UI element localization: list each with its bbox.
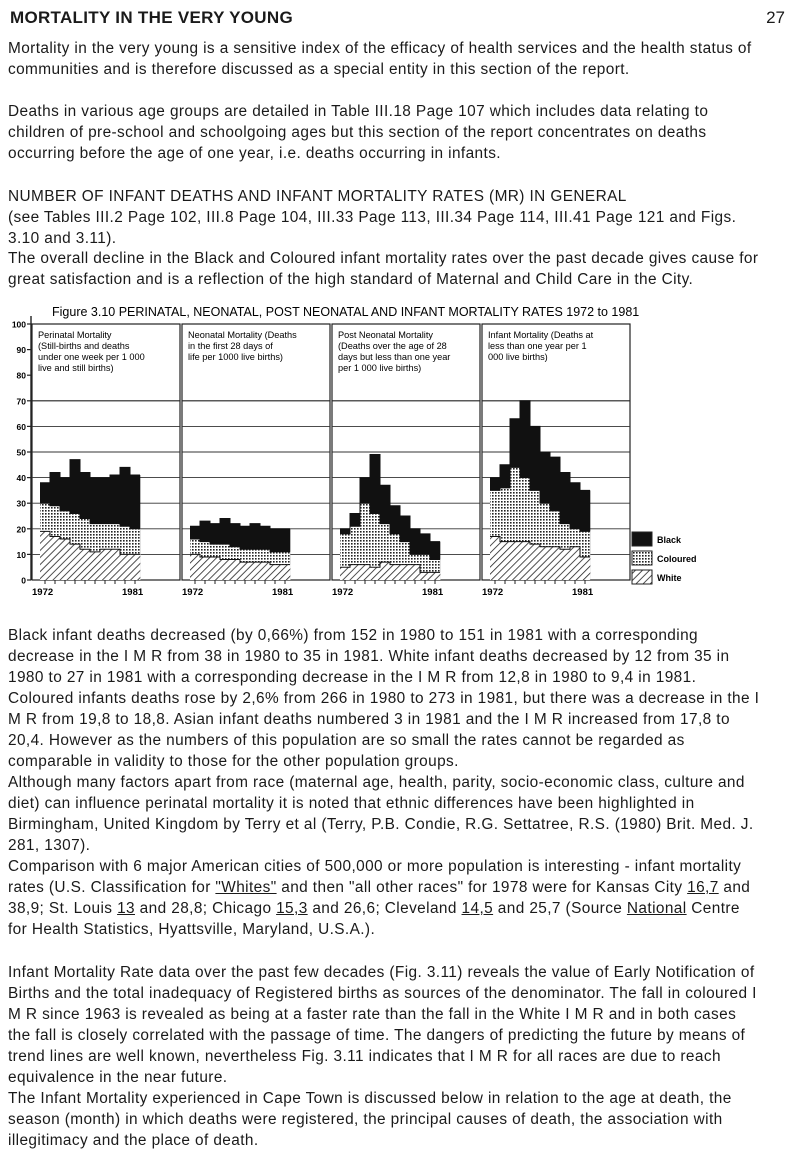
bar-white <box>550 547 560 580</box>
bar-white <box>530 544 540 580</box>
bar-white <box>570 547 580 580</box>
bar-white <box>410 565 420 580</box>
panel-label-line: days but less than one year <box>338 352 451 362</box>
legend-label-black: Black <box>657 535 682 545</box>
paragraph-age-groups: Deaths in various age groups are detailed in Table III.18 Page 107 which includes data relating to children of pre-school and schoolgoing ages but this section of the report concentrates on deaths occurring before the age of one year, i.e. deaths occurring in infants. <box>8 103 709 162</box>
y-tick-label: 90 <box>16 345 26 356</box>
paragraph-imr-trends: Infant Mortality Rate data over the past few decades (Fig. 3.11) reveals the value of Early Notification of Births and the total inadequacy of Registered births as sources of the denominator. The fall in coloured I M R since 1963 is revealed as being at a faster rate than the fall in the White I M R and in both cases the fall is closely correlated with the passage of time. The dangers of predicting the future by means of trend lines are well known, nevertheless Fig. 3.11 indicates that I M R for all races are due to reach equivalence in the near future. <box>8 964 757 1086</box>
bar-white <box>280 565 290 580</box>
legend-label-white: White <box>657 573 682 583</box>
y-tick-label: 100 <box>11 319 26 330</box>
bar-white <box>80 549 90 580</box>
y-tick-label: 70 <box>16 396 26 407</box>
x-tick-label: 1972 <box>182 587 204 598</box>
bar-white <box>400 565 410 580</box>
text-segment: and 26,6; Cleveland <box>307 900 462 917</box>
x-tick-label: 1972 <box>332 587 354 598</box>
mortality-chart <box>0 300 800 620</box>
bar-white <box>420 572 430 580</box>
panel-label-line: less than one year per 1 <box>488 341 587 351</box>
x-tick-label: 1972 <box>32 587 54 598</box>
paragraph-cape-town-discussion: The Infant Mortality experienced in Cape Town is discussed below in relation to the age at death, the season (month) in which deaths were registered, the principal causes of death, the association with illegitimacy and the place of death. <box>8 1090 732 1149</box>
paragraph-ethnic-differences: Although many factors apart from race (maternal age, health, parity, socio-economic class, culture and diet) can influence perinatal mortality it is noted that ethnic differences have been highlighted in Birmingham, United Kingdom by Terry et al (Terry, P.B. Condie, R.G. Settatree, R.S. (1980) Brit. Med. J. 281, 1307). <box>8 774 754 854</box>
x-tick-label: 1981 <box>122 587 144 598</box>
legend-swatch-coloured <box>632 551 652 565</box>
bar-white <box>270 565 280 580</box>
bar-white <box>370 567 380 580</box>
bar-white <box>230 560 240 580</box>
text-segment: and then "all other races" for 1978 were for Kansas City <box>276 879 688 896</box>
bar-white <box>120 554 130 580</box>
text-segment: and 28,8; Chicago <box>135 900 277 917</box>
x-tick-label: 1981 <box>572 587 594 598</box>
y-tick-label: 50 <box>16 447 26 458</box>
figure-3-10 <box>0 300 800 620</box>
bar-white <box>510 542 520 580</box>
cleveland-white-rate: 14,5 <box>461 900 494 917</box>
paragraph-intro: Mortality in the very young is a sensitive index of the efficacy of health services and the health status of communities and is therefore discussed as a special entity in this section of the report. <box>8 40 752 78</box>
x-tick-label: 1972 <box>482 587 504 598</box>
bar-white <box>490 536 500 580</box>
subsection-heading-block <box>8 186 760 249</box>
subsection-references: (see Tables III.2 Page 102, III.8 Page 104, III.33 Page 113, III.34 Page 114, III.41 Page 121 and Figs. 3.10 and 3.11). <box>8 209 737 247</box>
panel-label-line: 000 live births) <box>488 352 548 362</box>
text-segment: Centre for Health Statistics, Hyattsville, Maryland, U.S.A.). <box>8 900 740 938</box>
y-tick-label: 30 <box>16 498 26 509</box>
y-tick-label: 0 <box>21 575 26 586</box>
bar-white <box>380 562 390 580</box>
bar-white <box>240 562 250 580</box>
bar-white <box>110 549 120 580</box>
bar-white <box>340 567 350 580</box>
whites-label: "Whites" <box>215 879 277 896</box>
panel-label-line: Post Neonatal Mortality <box>338 330 433 340</box>
panel-label-line: (Still-births and deaths <box>38 341 130 351</box>
y-tick-label: 60 <box>16 421 26 432</box>
panel-label-line: life per 1000 live births) <box>188 352 283 362</box>
panel-label-line: (Deaths over the age of 28 <box>338 341 447 351</box>
national-word: National <box>626 900 687 917</box>
bar-white <box>40 531 50 580</box>
bar-white <box>70 544 80 580</box>
bar-white <box>520 542 530 580</box>
bar-white <box>260 562 270 580</box>
bar-white <box>390 565 400 580</box>
bar-white <box>430 572 440 580</box>
panel-label-line: per 1 000 live births) <box>338 363 422 373</box>
panel-label-line: Infant Mortality (Deaths at <box>488 330 594 340</box>
bar-white <box>540 547 550 580</box>
x-tick-label: 1981 <box>272 587 294 598</box>
bar-white <box>560 549 570 580</box>
bar-white <box>190 554 200 580</box>
panel-label-line: in the first 28 days of <box>188 341 273 351</box>
bar-white <box>100 549 110 580</box>
bar-white <box>220 560 230 580</box>
legend-swatch-black <box>632 532 652 546</box>
bar-white <box>90 552 100 580</box>
x-tick-label: 1981 <box>422 587 444 598</box>
panel-label-line: live and still births) <box>38 363 114 373</box>
y-tick-label: 10 <box>16 549 26 560</box>
legend-label-coloured: Coloured <box>657 554 697 564</box>
subsection-heading: NUMBER OF INFANT DEATHS AND INFANT MORTALITY RATES (MR) IN GENERAL <box>8 188 627 205</box>
y-tick-label: 40 <box>16 473 26 484</box>
bar-white <box>50 536 60 580</box>
paragraph-us-comparison <box>8 856 760 940</box>
panel-label-line: under one week per 1 000 <box>38 352 145 362</box>
text-segment: and 25,7 (Source <box>493 900 627 917</box>
paragraph-deaths-by-race: Black infant deaths decreased (by 0,66%) from 152 in 1980 to 151 in 1981 with a corresponding decrease in the I M R from 38 in 1980 to 35 in 1981. White infant deaths decreased by 12 from 35 in 1980 to 27 in 1981 with a corresponding decrease in the I M R from 12,8 in 1980 to 9,4 in 1981. Coloured infants deaths rose by 2,6% from 266 in 1980 to 273 in 1981, but there was a decrease in the I M R from 19,8 to 18,8. Asian infant deaths numbered 3 in 1981 and the I M R increased from 17,8 to 20,4. However as the numbers of this population are so small the rates cannot be regarded as comparable in validity to those for the other population groups. <box>8 627 760 770</box>
panel-label-line: Perinatal Mortality <box>38 330 112 340</box>
bar-white <box>360 565 370 580</box>
panel-label-line: Neonatal Mortality (Deaths <box>188 330 297 340</box>
page-number: 27 <box>766 8 785 27</box>
y-tick-label: 80 <box>16 370 26 381</box>
paragraph-overall-decline: The overall decline in the Black and Coloured infant mortality rates over the past decade gives cause for great satisfaction and is a reflection of the high standard of Maternal and Child Care in the City. <box>8 250 759 288</box>
chicago-white-rate: 15,3 <box>276 900 308 917</box>
kansas-city-white-rate: 16,7 <box>687 879 719 896</box>
st-louis-white-rate: 13 <box>117 900 135 917</box>
legend-swatch-white <box>632 570 652 584</box>
text-segment: and 38,9; St. Louis <box>8 879 751 917</box>
bar-white <box>350 565 360 580</box>
chart-title: Figure 3.10 PERINATAL, NEONATAL, POST NEONATAL AND INFANT MORTALITY RATES 1972 to 1981 <box>52 305 640 319</box>
page-header <box>10 8 785 32</box>
section-title: MORTALITY IN THE VERY YOUNG <box>10 8 293 27</box>
bar-white <box>130 554 140 580</box>
bar-white <box>60 539 70 580</box>
bar-white <box>500 542 510 580</box>
y-tick-label: 20 <box>16 524 26 535</box>
bar-white <box>580 557 590 580</box>
text-segment: Comparison with 6 major American cities of 500,000 or more population is interesting - infant mortality rates (U.S. Classification for <box>8 858 742 896</box>
bar-white <box>250 562 260 580</box>
bar-white <box>200 557 210 580</box>
bar-white <box>210 557 220 580</box>
